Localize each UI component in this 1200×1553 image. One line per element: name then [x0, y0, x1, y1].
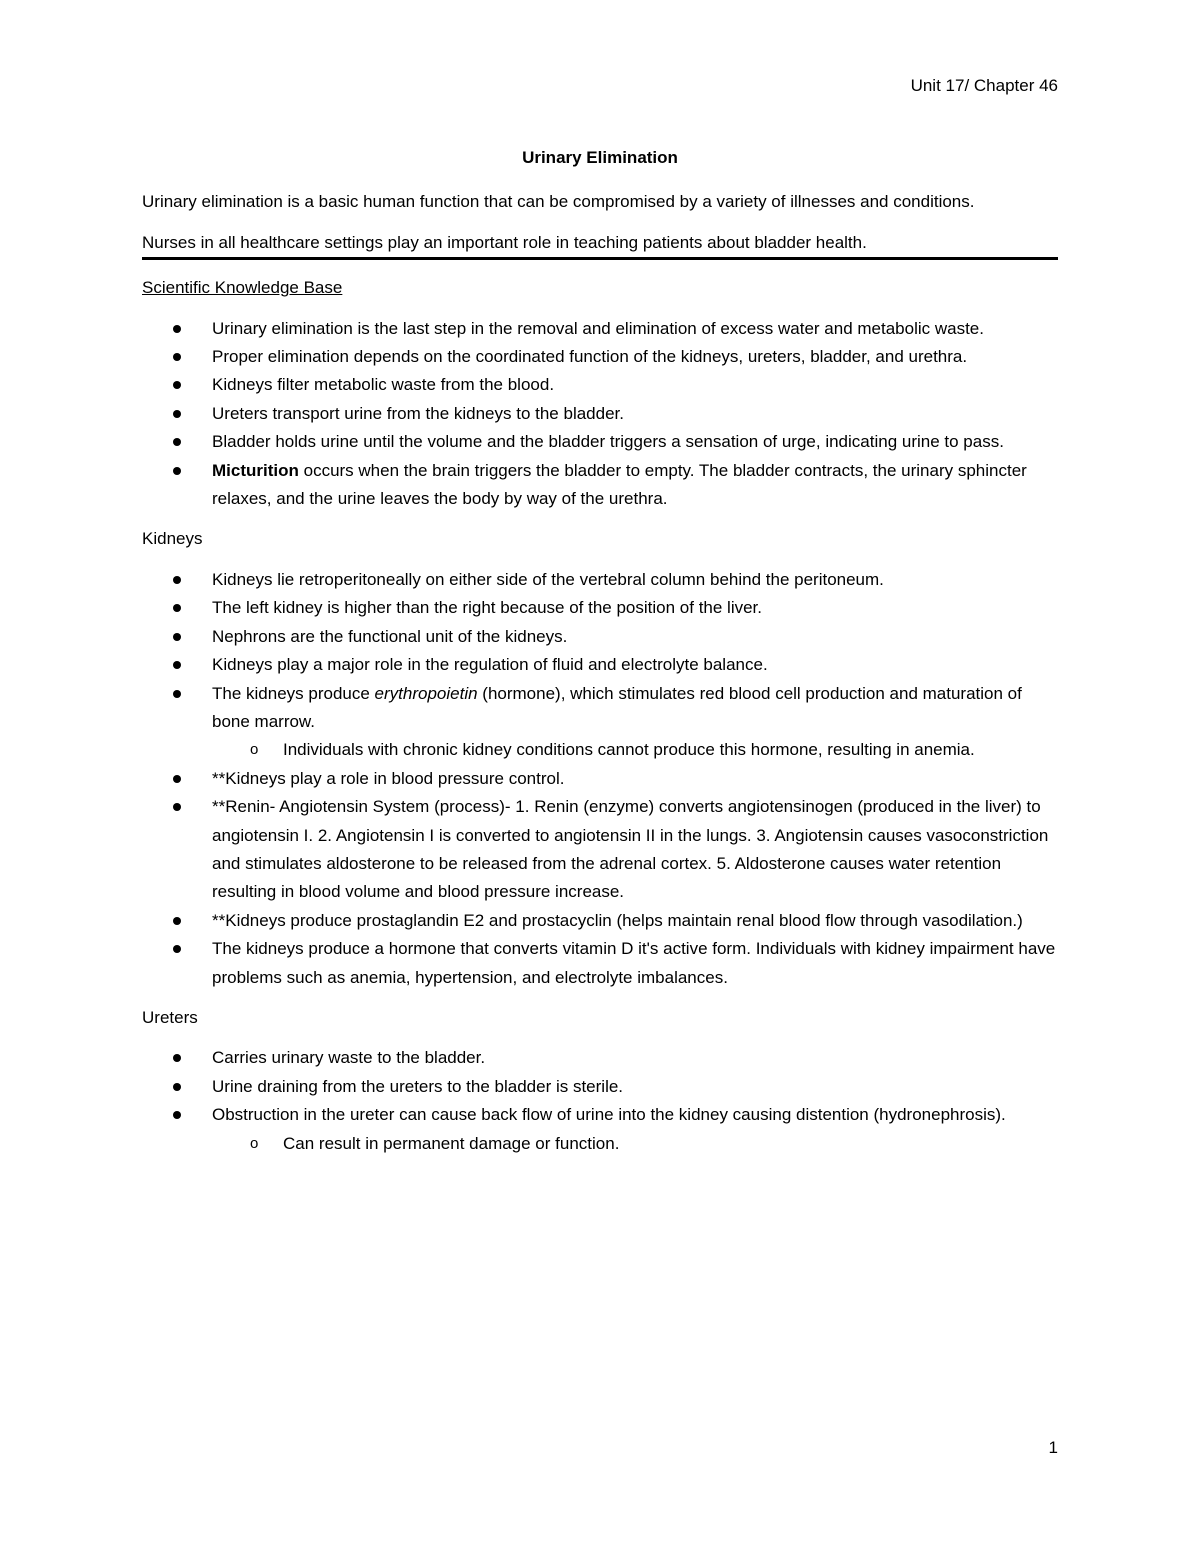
bullet-icon	[173, 633, 181, 641]
list-item-text: Nephrons are the functional unit of the kidneys.	[212, 626, 568, 646]
list-item	[142, 428, 1058, 456]
document-title: Urinary Elimination	[522, 148, 678, 167]
list-item	[142, 1101, 1058, 1158]
bullet-icon	[173, 917, 181, 925]
sub-list-item-text: Can result in permanent damage or function.	[283, 1133, 620, 1153]
bullet-icon	[173, 803, 181, 811]
list-item	[142, 935, 1058, 992]
list-item	[142, 907, 1058, 935]
list-item	[142, 623, 1058, 651]
list-item-text: Kidneys play a major role in the regulation of fluid and electrolyte balance.	[212, 655, 768, 675]
term-erythropoietin: erythropoietin	[374, 683, 478, 703]
bullet-icon	[173, 661, 181, 669]
list-item-text: Carries urinary waste to the bladder.	[212, 1048, 486, 1068]
bullet-icon	[173, 604, 181, 612]
page-number: 1	[1048, 1438, 1058, 1457]
bullet-icon	[173, 1054, 181, 1062]
list-item-text: Urinary elimination is the last step in the removal and elimination of excess water and metabolic waste.	[212, 318, 984, 338]
list-item	[142, 765, 1058, 793]
circle-bullet-icon: o	[250, 741, 259, 759]
sub-list-item	[212, 1130, 1058, 1158]
list-item-text: Kidneys filter metabolic waste from the blood.	[212, 375, 555, 395]
bullet-icon	[173, 410, 181, 418]
list-item	[142, 680, 1058, 765]
sub-list-item	[212, 736, 1058, 764]
section-heading-text: Scientific Knowledge Base	[142, 278, 343, 298]
list-item-text: **Kidneys produce prostaglandin E2 and prostacyclin (helps maintain renal blood flow through vasodilation.)	[212, 910, 1023, 930]
list-item	[142, 651, 1058, 679]
bullet-icon	[173, 438, 181, 446]
sub-list	[212, 736, 1058, 764]
list-item	[142, 793, 1058, 907]
ureters-list	[142, 1044, 1058, 1158]
list-item	[142, 343, 1058, 371]
bullet-icon	[173, 325, 181, 333]
list-item-text: Kidneys lie retroperitoneally on either side of the vertebral column behind the peritoneum.	[212, 569, 884, 589]
intro-paragraph: Urinary elimination is a basic human function that can be compromised by a variety of illnesses and conditions.	[142, 192, 975, 212]
sub-list	[212, 1130, 1058, 1158]
list-item	[142, 400, 1058, 428]
list-item	[142, 1044, 1058, 1072]
list-item	[142, 1073, 1058, 1101]
list-item-text: **Renin- Angiotensin System (process)- 1. Renin (enzyme) converts angiotensinogen (produced in the liver) to angiotensin I. 2. Angiotensin I is converted to angiotensin II in the lungs. 3. Angiotensin causes vasoconstriction and stimulates aldosterone to be released from the adrenal cortex. 5. Aldosterone causes water retention resulting in blood volume and blood pressure increase.	[212, 797, 1049, 902]
list-item-text: (hormone), which stimulates red blood cell production and maturation of bone marrow.	[212, 683, 1022, 731]
list-item-text: Proper elimination depends on the coordinated function of the kidneys, ureters, bladder, and urethra.	[212, 347, 968, 367]
bullet-icon	[173, 381, 181, 389]
list-item	[142, 457, 1058, 514]
list-item	[142, 594, 1058, 622]
list-item-text: The kidneys produce a hormone that converts vitamin D it's active form. Individuals with kidney impairment have problems such as anemia, hypertension, and electrolyte imbalances.	[212, 939, 1056, 987]
kidneys-list	[142, 566, 1058, 992]
bullet-icon	[173, 775, 181, 783]
page-header: Unit 17/ Chapter 46	[910, 76, 1058, 95]
list-item-text: Obstruction in the ureter can cause back flow of urine into the kidney causing distention (hydronephrosis).	[212, 1105, 1006, 1125]
list-item	[142, 371, 1058, 399]
scientific-knowledge-list	[142, 315, 1058, 514]
circle-bullet-icon: o	[250, 1134, 259, 1152]
list-item-text: Ureters transport urine from the kidneys to the bladder.	[212, 403, 624, 423]
sub-list-item-text: Individuals with chronic kidney conditions cannot produce this hormone, resulting in anemia.	[283, 740, 975, 760]
list-item-text: **Kidneys play a role in blood pressure control.	[212, 768, 565, 788]
list-item	[142, 566, 1058, 594]
list-item-text: Urine draining from the ureters to the bladder is sterile.	[212, 1076, 624, 1096]
document-body	[142, 144, 1058, 1170]
intro-paragraph-ruled: Nurses in all healthcare settings play an important role in teaching patients about bladder health.	[142, 229, 1058, 260]
section-heading-scientific	[142, 274, 1058, 302]
list-item-text: Bladder holds urine until the volume and the bladder triggers a sensation of urge, indicating urine to pass.	[212, 432, 1004, 452]
bullet-icon	[173, 576, 181, 584]
section-heading-ureters: Ureters	[142, 1007, 198, 1027]
list-item-text: The kidneys produce	[212, 683, 375, 703]
list-item-text: The left kidney is higher than the right because of the position of the liver.	[212, 598, 763, 618]
bullet-icon	[173, 1111, 181, 1119]
bullet-icon	[173, 945, 181, 953]
term-micturition: Micturition	[212, 460, 299, 480]
bullet-icon	[173, 353, 181, 361]
list-item	[142, 315, 1058, 343]
section-heading-kidneys: Kidneys	[142, 529, 203, 549]
bullet-icon	[173, 1083, 181, 1091]
list-item-text: occurs when the brain triggers the bladder to empty. The bladder contracts, the urinary sphincter relaxes, and the urine leaves the body by way of the urethra.	[212, 460, 1027, 509]
bullet-icon	[173, 690, 181, 698]
bullet-icon	[173, 467, 181, 475]
